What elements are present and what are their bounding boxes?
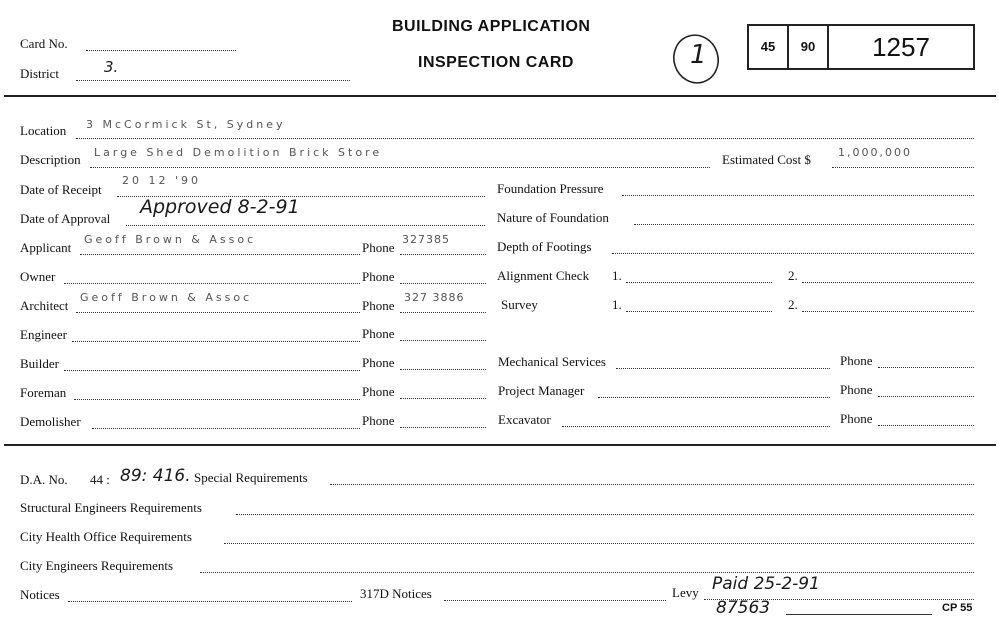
owner-field[interactable] [64,283,360,284]
levy-value: Paid 25-2-91 [712,574,820,594]
estimated-cost-label: Estimated Cost $ [722,152,811,167]
health-requirements-field[interactable] [224,543,974,544]
alignment-check-field-1[interactable] [626,282,772,283]
notices-field[interactable] [68,601,352,602]
mechanical-phone-field[interactable] [878,367,974,368]
project-manager-field[interactable] [598,397,830,398]
special-requirements-label: Special Requirements [194,470,308,485]
reference-underline [786,614,932,615]
location-label: Location [20,123,67,138]
city-engineers-requirements-label: City Engineers Requirements [20,558,174,573]
survey-num-2: 2. [788,297,798,312]
architect-phone-field[interactable] [400,312,486,313]
date-approval-value: Approved 8-2-91 [140,196,300,218]
health-requirements-label: City Health Office Requirements [20,529,192,544]
card-code-box [747,24,975,70]
demolisher-field[interactable] [92,428,360,429]
da-no-label: D.A. No. [20,472,68,487]
nature-foundation-field[interactable] [634,224,974,225]
form-title-line1: BUILDING APPLICATION [392,18,591,35]
code-year: 90 [789,26,829,68]
card-no-field[interactable] [86,50,236,51]
city-engineers-requirements-field[interactable] [200,572,974,573]
form-code: CP 55 [942,602,973,614]
date-approval-label: Date of Approval [20,211,111,226]
code-number: 1257 [872,32,930,62]
foreman-label: Foreman [20,385,67,400]
project-manager-label: Project Manager [498,383,585,398]
reference-number: 87563 [716,598,771,618]
owner-phone-label: Phone [362,269,395,284]
owner-label: Owner [20,269,56,284]
da-no-prefix: 44 : [90,472,110,487]
survey-field-1[interactable] [626,311,772,312]
depth-footings-label: Depth of Footings [497,239,592,254]
builder-phone-label: Phone [362,355,395,370]
date-receipt-value: 20 12 '90 [122,174,202,187]
project-manager-phone-field[interactable] [878,396,974,397]
architect-field[interactable] [76,312,360,313]
description-label: Description [20,152,81,167]
engineer-label: Engineer [20,327,67,342]
builder-field[interactable] [64,370,360,371]
structural-requirements-label: Structural Engineers Requirements [20,500,202,515]
alignment-check-label: Alignment Check [497,268,590,283]
foundation-pressure-field[interactable] [622,195,974,196]
architect-phone-value: 327 3886 [404,291,465,304]
estimated-cost-value: 1,000,000 [838,146,912,159]
applicant-value: Geoff Brown & Assoc [84,233,257,246]
notices-317d-label: 317D Notices [360,586,432,601]
excavator-field[interactable] [562,426,830,427]
depth-footings-field[interactable] [612,253,974,254]
survey-label: Survey [501,297,538,312]
applicant-phone-value: 327385 [402,233,450,246]
alignment-check-num-2: 2. [788,268,798,283]
location-value: 3 McCormick St, Sydney [86,118,286,131]
card-no-label: Card No. [20,36,68,51]
engineer-field[interactable] [72,341,360,342]
project-manager-phone-label: Phone [840,382,873,397]
section-divider [4,444,996,446]
applicant-phone-label: Phone [362,240,395,255]
header-divider [4,95,996,97]
foreman-phone-field[interactable] [400,398,486,399]
location-field[interactable] [76,138,974,139]
special-requirements-field[interactable] [330,484,974,485]
foreman-phone-label: Phone [362,384,395,399]
notices-317d-field[interactable] [444,600,666,601]
description-value: Large Shed Demolition Brick Store [94,146,383,159]
applicant-phone-field[interactable] [400,254,486,255]
form-title-line2: INSPECTION CARD [418,54,574,71]
applicant-field[interactable] [80,254,360,255]
district-field[interactable] [76,80,350,81]
district-value: 3. [104,58,119,76]
architect-phone-label: Phone [362,298,395,313]
survey-field-2[interactable] [802,311,974,312]
excavator-label: Excavator [498,412,551,427]
excavator-phone-label: Phone [840,411,873,426]
survey-num-1: 1. [612,297,622,312]
demolisher-phone-field[interactable] [400,427,486,428]
date-receipt-label: Date of Receipt [20,182,102,197]
circled-number: 1 [690,40,707,70]
foundation-pressure-label: Foundation Pressure [497,181,604,196]
demolisher-phone-label: Phone [362,413,395,428]
engineer-phone-field[interactable] [400,340,486,341]
mechanical-services-field[interactable] [616,368,830,369]
engineer-phone-label: Phone [362,326,395,341]
alignment-check-field-2[interactable] [802,282,974,283]
demolisher-label: Demolisher [20,414,81,429]
levy-label: Levy [672,585,699,600]
da-no-value: 89: 416. [120,466,191,486]
mechanical-phone-label: Phone [840,353,873,368]
mechanical-services-label: Mechanical Services [498,354,606,369]
nature-foundation-label: Nature of Foundation [497,210,609,225]
district-label: District [20,66,59,81]
architect-value: Geoff Brown & Assoc [80,291,253,304]
estimated-cost-field[interactable] [832,167,974,168]
alignment-check-num-1: 1. [612,268,622,283]
structural-requirements-field[interactable] [236,514,974,515]
builder-label: Builder [20,356,59,371]
owner-phone-field[interactable] [400,283,486,284]
builder-phone-field[interactable] [400,369,486,370]
code-series: 45 [749,26,789,68]
applicant-label: Applicant [20,240,72,255]
notices-label: Notices [20,587,60,602]
excavator-phone-field[interactable] [878,425,974,426]
date-approval-field[interactable] [126,225,485,226]
foreman-field[interactable] [74,399,360,400]
architect-label: Architect [20,298,69,313]
description-field[interactable] [90,167,710,168]
